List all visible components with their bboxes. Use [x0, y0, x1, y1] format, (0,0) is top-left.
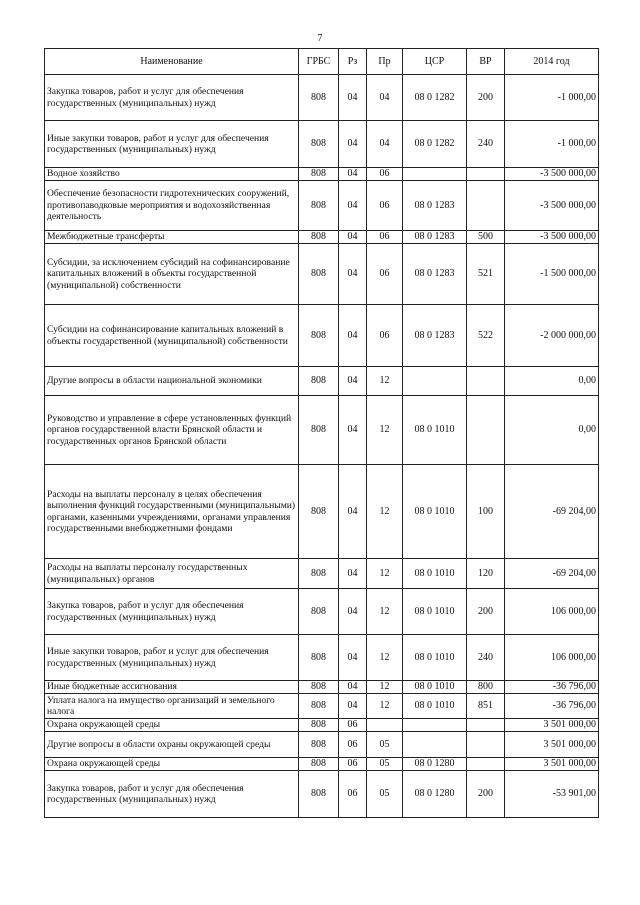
row-csr: 08 0 1282	[403, 121, 467, 168]
row-rz: 04	[339, 589, 367, 635]
row-rz: 04	[339, 559, 367, 589]
row-rz: 06	[339, 758, 367, 771]
row-amount: 3 501 000,00	[505, 732, 599, 758]
row-name: Иные закупки товаров, работ и услуг для обеспечения государственных (муниципальных) нужд	[45, 121, 299, 168]
row-name: Расходы на выплаты персоналу государственных (муниципальных) органов	[45, 559, 299, 589]
table-row	[45, 396, 599, 465]
row-name: Субсидии, за исключением субсидий на софинансирование капитальных вложений в объекты государственной (муниципальной) собственности	[45, 244, 299, 305]
row-vr	[467, 168, 505, 181]
row-amount: -1 500 000,00	[505, 244, 599, 305]
table-row	[45, 181, 599, 231]
row-amount: 3 501 000,00	[505, 758, 599, 771]
row-csr: 08 0 1010	[403, 396, 467, 465]
row-amount: -53 901,00	[505, 771, 599, 818]
row-rz: 04	[339, 635, 367, 681]
row-grbs: 808	[299, 694, 339, 719]
row-amount: -3 500 000,00	[505, 168, 599, 181]
row-pr: 12	[367, 694, 403, 719]
row-pr: 06	[367, 181, 403, 231]
row-csr: 08 0 1010	[403, 681, 467, 694]
row-csr: 08 0 1010	[403, 635, 467, 681]
row-rz: 04	[339, 75, 367, 121]
row-name: Иные бюджетные ассигнования	[45, 681, 299, 694]
row-grbs: 808	[299, 168, 339, 181]
row-pr: 04	[367, 121, 403, 168]
row-pr: 12	[367, 635, 403, 681]
row-grbs: 808	[299, 681, 339, 694]
table-row	[45, 121, 599, 168]
row-csr	[403, 732, 467, 758]
row-grbs: 808	[299, 719, 339, 732]
row-name: Межбюджетные трансферты	[45, 231, 299, 244]
table-header-row	[45, 49, 599, 75]
row-grbs: 808	[299, 181, 339, 231]
header-grbs: ГРБС	[299, 49, 339, 75]
table-row	[45, 465, 599, 559]
row-pr: 12	[367, 589, 403, 635]
row-pr: 05	[367, 771, 403, 818]
row-pr: 04	[367, 75, 403, 121]
row-grbs: 808	[299, 305, 339, 367]
row-grbs: 808	[299, 758, 339, 771]
row-csr: 08 0 1010	[403, 694, 467, 719]
row-grbs: 808	[299, 465, 339, 559]
row-vr	[467, 758, 505, 771]
row-csr: 08 0 1283	[403, 244, 467, 305]
row-vr: 200	[467, 75, 505, 121]
row-vr	[467, 719, 505, 732]
row-grbs: 808	[299, 396, 339, 465]
row-rz: 04	[339, 465, 367, 559]
row-pr: 12	[367, 396, 403, 465]
header-vr: ВР	[467, 49, 505, 75]
row-csr	[403, 367, 467, 396]
row-vr: 100	[467, 465, 505, 559]
row-rz: 04	[339, 168, 367, 181]
row-grbs: 808	[299, 121, 339, 168]
row-amount: -3 500 000,00	[505, 181, 599, 231]
row-name: Закупка товаров, работ и услуг для обеспечения государственных (муниципальных) нужд	[45, 589, 299, 635]
row-rz: 04	[339, 244, 367, 305]
row-rz: 06	[339, 732, 367, 758]
row-grbs: 808	[299, 75, 339, 121]
row-grbs: 808	[299, 231, 339, 244]
row-name: Охрана окружающей среды	[45, 719, 299, 732]
row-name: Водное хозяйство	[45, 168, 299, 181]
row-vr	[467, 732, 505, 758]
row-vr: 521	[467, 244, 505, 305]
row-vr: 120	[467, 559, 505, 589]
row-pr: 06	[367, 168, 403, 181]
row-amount: -36 796,00	[505, 694, 599, 719]
header-pr: Пр	[367, 49, 403, 75]
table-row	[45, 694, 599, 719]
row-amount: -1 000,00	[505, 75, 599, 121]
row-pr: 12	[367, 367, 403, 396]
row-rz: 06	[339, 719, 367, 732]
table-row	[45, 635, 599, 681]
row-amount: -69 204,00	[505, 465, 599, 559]
row-name: Обеспечение безопасности гидротехнических сооружений, противопаводковые мероприятия и водохозяйственная деятельность	[45, 181, 299, 231]
row-pr: 05	[367, 758, 403, 771]
row-csr: 08 0 1283	[403, 305, 467, 367]
row-name: Расходы на выплаты персоналу в целях обеспечения выполнения функций государственными (муниципальными) органами, казенными учреждениями, органами управления государственными внебюджетными фондами	[45, 465, 299, 559]
table-row	[45, 719, 599, 732]
row-rz: 04	[339, 694, 367, 719]
row-name: Уплата налога на имущество организаций и земельного налога	[45, 694, 299, 719]
row-csr: 08 0 1010	[403, 465, 467, 559]
row-rz: 04	[339, 181, 367, 231]
row-pr: 12	[367, 559, 403, 589]
row-name: Другие вопросы в области охраны окружающей среды	[45, 732, 299, 758]
row-pr: 06	[367, 244, 403, 305]
row-pr: 12	[367, 465, 403, 559]
row-grbs: 808	[299, 635, 339, 681]
row-vr: 240	[467, 121, 505, 168]
row-vr: 800	[467, 681, 505, 694]
table-row	[45, 231, 599, 244]
row-csr	[403, 719, 467, 732]
row-vr: 200	[467, 771, 505, 818]
row-amount: 0,00	[505, 396, 599, 465]
row-amount: 106 000,00	[505, 589, 599, 635]
row-grbs: 808	[299, 244, 339, 305]
row-pr	[367, 719, 403, 732]
table-row	[45, 681, 599, 694]
header-rz: Рз	[339, 49, 367, 75]
row-grbs: 808	[299, 589, 339, 635]
row-vr	[467, 181, 505, 231]
row-csr: 08 0 1010	[403, 589, 467, 635]
budget-table	[44, 48, 599, 818]
row-vr: 522	[467, 305, 505, 367]
row-vr	[467, 396, 505, 465]
row-csr	[403, 168, 467, 181]
row-rz: 04	[339, 681, 367, 694]
row-name: Другие вопросы в области национальной экономики	[45, 367, 299, 396]
row-grbs: 808	[299, 732, 339, 758]
row-grbs: 808	[299, 559, 339, 589]
table-row	[45, 732, 599, 758]
row-grbs: 808	[299, 771, 339, 818]
table-row	[45, 168, 599, 181]
row-vr	[467, 367, 505, 396]
header-year: 2014 год	[505, 49, 599, 75]
row-name: Закупка товаров, работ и услуг для обеспечения государственных (муниципальных) нужд	[45, 771, 299, 818]
row-amount: -1 000,00	[505, 121, 599, 168]
row-pr: 06	[367, 231, 403, 244]
row-rz: 04	[339, 121, 367, 168]
row-rz: 04	[339, 396, 367, 465]
row-csr: 08 0 1283	[403, 181, 467, 231]
table-row	[45, 589, 599, 635]
header-csr: ЦСР	[403, 49, 467, 75]
row-name: Охрана окружающей среды	[45, 758, 299, 771]
row-rz: 04	[339, 367, 367, 396]
row-vr: 851	[467, 694, 505, 719]
row-pr: 06	[367, 305, 403, 367]
row-vr: 200	[467, 589, 505, 635]
table-row	[45, 367, 599, 396]
table-row	[45, 305, 599, 367]
header-name: Наименование	[45, 49, 299, 75]
row-rz: 06	[339, 771, 367, 818]
row-amount: -69 204,00	[505, 559, 599, 589]
row-rz: 04	[339, 305, 367, 367]
row-pr: 05	[367, 732, 403, 758]
row-amount: -36 796,00	[505, 681, 599, 694]
page-number: 7	[317, 33, 323, 44]
row-amount: -3 500 000,00	[505, 231, 599, 244]
row-csr: 08 0 1280	[403, 758, 467, 771]
table-row	[45, 559, 599, 589]
row-csr: 08 0 1282	[403, 75, 467, 121]
row-amount: 3 501 000,00	[505, 719, 599, 732]
table-row	[45, 244, 599, 305]
table-row	[45, 758, 599, 771]
table-row	[45, 771, 599, 818]
table-row	[45, 75, 599, 121]
row-name: Иные закупки товаров, работ и услуг для обеспечения государственных (муниципальных) нужд	[45, 635, 299, 681]
row-csr: 08 0 1283	[403, 231, 467, 244]
row-amount: 106 000,00	[505, 635, 599, 681]
row-csr: 08 0 1280	[403, 771, 467, 818]
row-name: Закупка товаров, работ и услуг для обеспечения государственных (муниципальных) нужд	[45, 75, 299, 121]
row-amount: -2 000 000,00	[505, 305, 599, 367]
row-csr: 08 0 1010	[403, 559, 467, 589]
row-amount: 0,00	[505, 367, 599, 396]
row-name: Субсидии на софинансирование капитальных вложений в объекты государственной (муниципальной) собственности	[45, 305, 299, 367]
row-pr: 12	[367, 681, 403, 694]
row-name: Руководство и управление в сфере установленных функций органов государственной власти Брянской области и государственных органов Брянской области	[45, 396, 299, 465]
row-rz: 04	[339, 231, 367, 244]
row-vr: 500	[467, 231, 505, 244]
row-grbs: 808	[299, 367, 339, 396]
row-vr: 240	[467, 635, 505, 681]
